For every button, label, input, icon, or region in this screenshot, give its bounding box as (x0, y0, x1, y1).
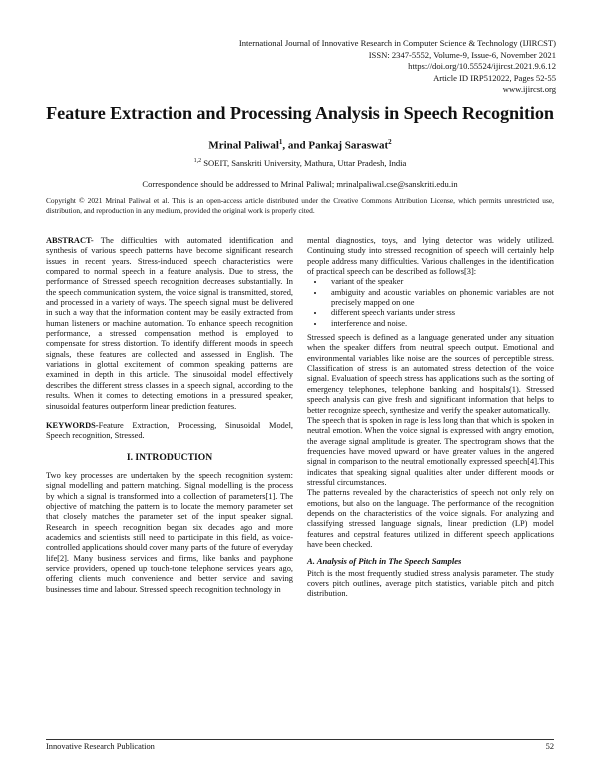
page-number: 52 (545, 742, 554, 751)
list-item: • ambiguity and acoustic variables on phonemic variables are not precisely mapped on one (325, 288, 554, 309)
author-2-affil: 2 (388, 138, 392, 146)
journal-name: International Journal of Innovative Research in Computer Science & Technology (IJIRCST) (238, 38, 556, 48)
affiliation (0, 158, 600, 168)
correspondence: Correspondence should be addressed to Mrinal Paliwal; mrinalpaliwal.cse@sanskriti.edu.in (142, 179, 458, 189)
pitch-paragraph: Pitch is the most frequently studied stress analysis parameter. The study covers pitch outlines, average pitch statistics, variable pitch and pitch distribution. (307, 568, 554, 599)
keywords (46, 421, 293, 442)
rage-speech-paragraph: The speech that is spoken in rage is less long than that which is spoken in neutral emotion. When the voice signal is expressed with angry emotion, the average signal amplitude is greater. The spectrogram shows that the frequencies have moved upward or have greater values in the angered signal in comparison to the neutral emotionally expressed speech[4].This indicates that speaking signal qualities alter under different moods or stressful circumstances. (307, 415, 554, 487)
affiliation-text: SOEIT, Sanskriti University, Mathura, Uttar Pradesh, India (201, 158, 407, 168)
article-id: Article ID IRP512022, Pages 52-55 (433, 72, 556, 83)
author-line (0, 138, 600, 152)
left-column (46, 236, 293, 595)
abstract-label: ABSTRACT- (46, 236, 94, 245)
pitch-subheading: A. Analysis of Pitch in The Speech Samples (307, 556, 462, 567)
issn-line: ISSN: 2347-5552, Volume-9, Issue-6, November 2021 (368, 49, 556, 60)
author-1-affil: 1 (278, 138, 283, 146)
intro-paragraph: Two key processes are undertaken by the speech recognition system: signal modelling and pattern matching. Signal modelling is the process by which a signal is transformed into a collection of parameters[1]. The objective of matching the pattern is to locate the memory parameter set that closely matches the parameter set of the input speaker signal. Research in speech recognition began six decades ago and more academics and scientists still need to participate in this field, as voice-controlled applications should cover many parts of the future of everyday life[2]. Many business services and firms, like banks and payphone service providers, opened up touch-tone telephone services years ago, offering clients much convenience and better service and saving businesses time and labour. Stressed speech recognition technology in (46, 470, 293, 594)
challenge-list (307, 277, 554, 329)
website-link[interactable]: www.ijircst.org (502, 84, 556, 95)
paper-title: Feature Extraction and Processing Analysis in Speech Recognition (46, 103, 554, 123)
list-item: • different speech variants under stress (325, 308, 554, 318)
author-1: Mrinal Paliwal (208, 139, 279, 152)
abstract-text: The difficulties with automated identification and synthesis of various speech patterns have become significant research issues in recent years. Stress-induced speech characteristics were compared to normal speech in a feature analysis. Due to stress, the performance of Stressed speech recognition decreases substantially. In the speech communication system, the voice signal is transmitted, stored, and processed in a variety of ways. The speech signal must be delivered in such a way that the information content may be easily extracted from human listeners or machine automation. To enhance speech recognition performance, a stressed compensation method is employed to compensate for stress distortion. To identify different moods in speech signals, these features are collected and assessed in English. The variations in glottal excitement of common speaking patterns are examined in depth in this article. The sinusoidal model effectively describes the different stress classes in a speech signal, according to the results. When it comes to detecting emotions in a pressured speaker, sinusoidal features outperform linear prediction features. (46, 236, 293, 411)
abstract (46, 236, 293, 412)
footer-publisher: Innovative Research Publication (46, 742, 155, 751)
copyright-notice: Copyright © 2021 Mrinal Paliwal et al. This is an open-access article distributed under the Creative Commons Attribution License, which permits unrestricted use, distribution, and reproduction in any medium, provided the original work is properly cited. (46, 196, 554, 216)
journal-header (136, 38, 556, 96)
patterns-paragraph: The patterns revealed by the characteristics of speech not only rely on emotions, but also on the language. The performance of the recognition depends on the characteristics of the voice signals. For analyzing and classifying stressed language signals, linear prediction (LP) model features and cepstral features utilized in different speech applications have been checked. (307, 488, 554, 549)
author-2: Pankaj Saraswat (308, 139, 389, 152)
right-column (307, 236, 554, 600)
keywords-text: Feature Extraction, Processing, Sinusoidal Model, Speech recognition, Stressed. (46, 420, 293, 441)
stressed-speech-paragraph: Stressed speech is defined as a language generated under any situation when the speaker differs from neutral speech output. Emotional and environmental variables like noise are the sources of perceptible stress. Classification of stress is an automated stress detection of the voice signal. Evaluation of speech stress has applications such as the sorting of emergency telephones, telephone banking and hospitals(1). Stressed speech analysis can give fresh and significant information that helps to better recognize speech, synthesize and verify the speaker automatically. (307, 333, 554, 415)
intro-continuation: mental diagnostics, toys, and lying detector was widely utilized. Continuing study into stressed recognition of speech will certainly help people address many difficulties. Various challenges in the identification of practical speech can be described as follows[3]: (307, 236, 554, 277)
doi-link[interactable]: https://doi.org/10.55524/ijircst.2021.9.6.12 (408, 61, 556, 72)
keywords-label: KEYWORDS- (46, 420, 99, 430)
footer-divider (46, 739, 554, 740)
list-item: • interference and noise. (325, 319, 554, 329)
introduction-heading: I. INTRODUCTION (126, 451, 213, 463)
affiliation-marker: 1,2 (193, 158, 202, 165)
list-item: • variant of the speaker (325, 277, 554, 287)
author-connector: , and (282, 139, 309, 152)
